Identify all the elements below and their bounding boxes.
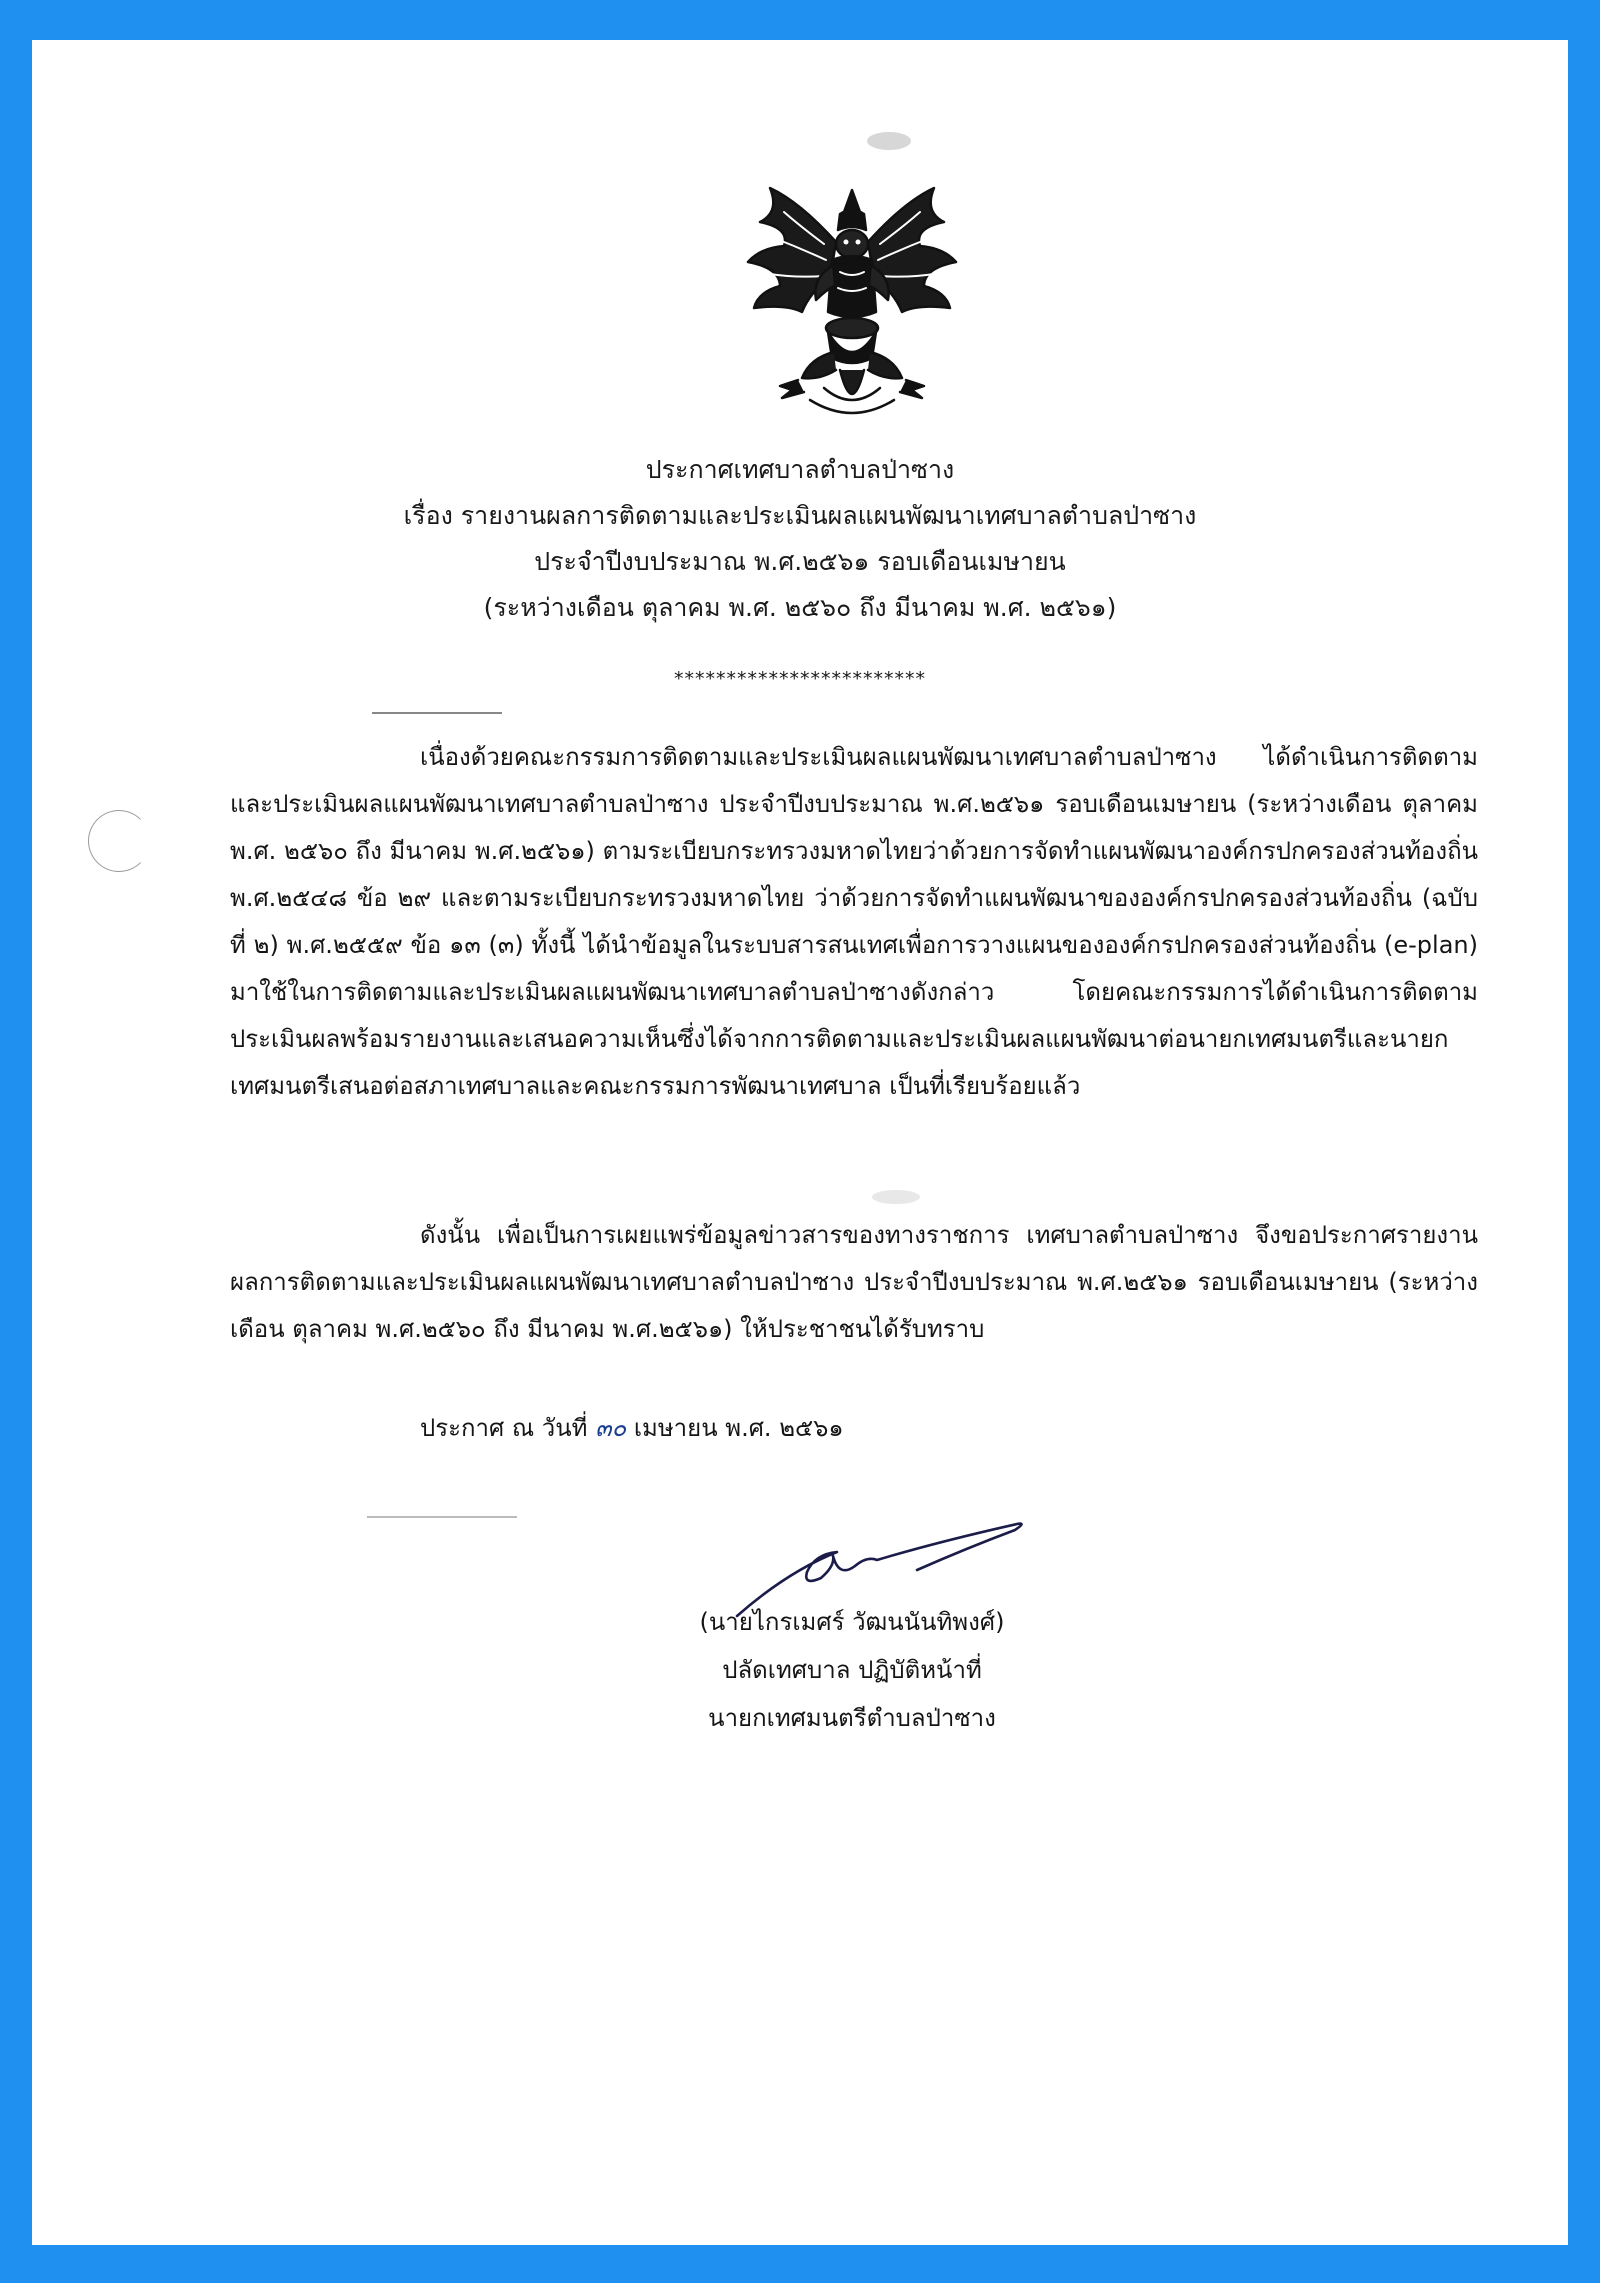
separator-line: ************************ — [674, 668, 926, 690]
scan-smudge — [372, 712, 502, 714]
fiscal-year-line: ประจำปีงบประมาณ พ.ศ.๒๕๖๑ รอบเดือนเมษายน — [534, 547, 1066, 576]
date-day: ๓๐ — [595, 1414, 627, 1442]
scan-smudge — [367, 1516, 517, 1518]
document-page — [32, 40, 1568, 2245]
announcement-date — [420, 1408, 844, 1447]
garuda-emblem-icon — [740, 182, 964, 422]
date-prefix: ประกาศ ณ วันที่ — [420, 1414, 588, 1442]
announcement-title: ประกาศเทศบาลตำบลป่าซาง — [645, 455, 955, 484]
body-paragraph: ดังนั้น เพื่อเป็นการเผยแพร่ข้อมูลข่าวสารของทางราชการ เทศบาลตำบลป่าซาง จึงขอประกาศรายงานผลการติดตามและประเมินผลแผนพัฒนาเทศบาลตำบลป่าซาง ประจำปีงบประมาณ พ.ศ.๒๕๖๑ รอบเดือนเมษายน (ระหว่างเดือน ตุลาคม พ.ศ.๒๕๖๐ ถึง มีนาคม พ.ศ.๒๕๖๑) ให้ประชาชนได้รับทราบ — [230, 1221, 1478, 1343]
date-suffix: เมษายน พ.ศ. ๒๕๖๑ — [633, 1414, 844, 1442]
signer-position: ปลัดเทศบาล ปฏิบัติหน้าที่ — [722, 1656, 982, 1684]
hole-punch-mark — [88, 810, 150, 872]
signer-title: นายกเทศมนตรีตำบลป่าซาง — [708, 1704, 996, 1732]
period-line: (ระหว่างเดือน ตุลาคม พ.ศ. ๒๕๖๐ ถึง มีนาคม พ.ศ. ๒๕๖๑) — [483, 593, 1117, 622]
body-paragraph: เนื่องด้วยคณะกรรมการติดตามและประเมินผลแผนพัฒนาเทศบาลตำบลป่าซาง ได้ดำเนินการติดตามและประเมินผลแผนพัฒนาเทศบาลตำบลป่าซาง ประจำปีงบประมาณ พ.ศ.๒๕๖๑ รอบเดือนเมษายน (ระหว่างเดือน ตุลาคม พ.ศ. ๒๕๖๐ ถึง มีนาคม พ.ศ.๒๕๖๑) ตามระเบียบกระทรวงมหาดไทยว่าด้วยการจัดทำแผนพัฒนาองค์กรปกครองส่วนท้องถิ่น พ.ศ.๒๕๔๘ ข้อ ๒๙ และตามระเบียบกระทรวงมหาดไทย ว่าด้วยการจัดทำแผนพัฒนาขององค์กรปกครองส่วนท้องถิ่น (ฉบับที่ ๒) พ.ศ.๒๕๕๙ ข้อ ๑๓ (๓) ทั้งนี้ ได้นำข้อมูลในระบบสารสนเทศเพื่อการวางแผนขององค์กรปกครองส่วนท้องถิ่น (e-plan) มาใช้ในการติดตามและประเมินผลแผนพัฒนาเทศบาลตำบลป่าซางดังกล่าว โดยคณะกรรมการได้ดำเนินการติดตามประเมินผลพร้อมรายงานและเสนอความเห็นซึ่งได้จากการติดตามและประเมินผลแผนพัฒนาต่อนายกเทศมนตรีและนายกเทศมนตรีเสนอต่อสภาเทศบาลและคณะกรรมการพัฒนาเทศบาล เป็นที่เรียบร้อยแล้ว — [230, 743, 1478, 1100]
subject-line: เรื่อง รายงานผลการติดตามและประเมินผลแผนพัฒนาเทศบาลตำบลป่าซาง — [403, 501, 1197, 530]
signer-name: (นายไกรเมศร์ วัฒนนันทิพงศ์) — [699, 1608, 1005, 1636]
scan-smudge — [867, 132, 911, 150]
scan-smudge — [872, 1190, 920, 1204]
